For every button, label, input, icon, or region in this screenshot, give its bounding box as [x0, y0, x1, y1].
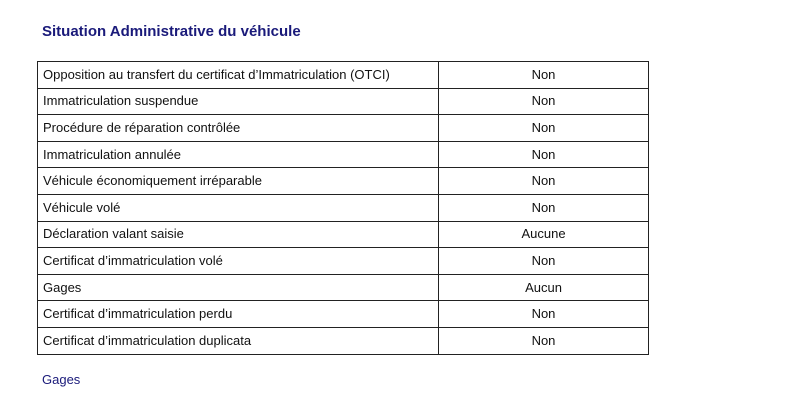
row-label: Gages: [38, 274, 439, 301]
table-row: [38, 88, 649, 115]
gages-section-link[interactable]: Gages: [42, 372, 81, 387]
row-label: Certificat d’immatriculation duplicata: [38, 327, 439, 354]
row-value: Non: [439, 168, 649, 195]
row-value: Non: [439, 141, 649, 168]
table-row: [38, 141, 649, 168]
row-value: Aucun: [439, 274, 649, 301]
row-label: Immatriculation annulée: [38, 141, 439, 168]
row-value: Non: [439, 62, 649, 89]
row-value: Non: [439, 88, 649, 115]
table-row: [38, 274, 649, 301]
row-label: Opposition au transfert du certificat d’Immatriculation (OTCI): [38, 62, 439, 89]
row-value: Non: [439, 301, 649, 328]
row-label: Certificat d’immatriculation perdu: [38, 301, 439, 328]
vehicle-status-table: [37, 61, 649, 355]
row-label: Immatriculation suspendue: [38, 88, 439, 115]
table-row: [38, 301, 649, 328]
row-label: Certificat d’immatriculation volé: [38, 248, 439, 275]
row-label: Véhicule économiquement irréparable: [38, 168, 439, 195]
row-label: Déclaration valant saisie: [38, 221, 439, 248]
table-row: [38, 62, 649, 89]
table-row: [38, 115, 649, 142]
row-label: Procédure de réparation contrôlée: [38, 115, 439, 142]
row-value: Aucune: [439, 221, 649, 248]
section-title: Situation Administrative du véhicule: [42, 23, 301, 40]
row-value: Non: [439, 327, 649, 354]
row-value: Non: [439, 248, 649, 275]
row-value: Non: [439, 115, 649, 142]
table-row: [38, 248, 649, 275]
row-value: Non: [439, 194, 649, 221]
table-row: [38, 221, 649, 248]
table-row: [38, 327, 649, 354]
table-row: [38, 194, 649, 221]
table-row: [38, 168, 649, 195]
row-label: Véhicule volé: [38, 194, 439, 221]
